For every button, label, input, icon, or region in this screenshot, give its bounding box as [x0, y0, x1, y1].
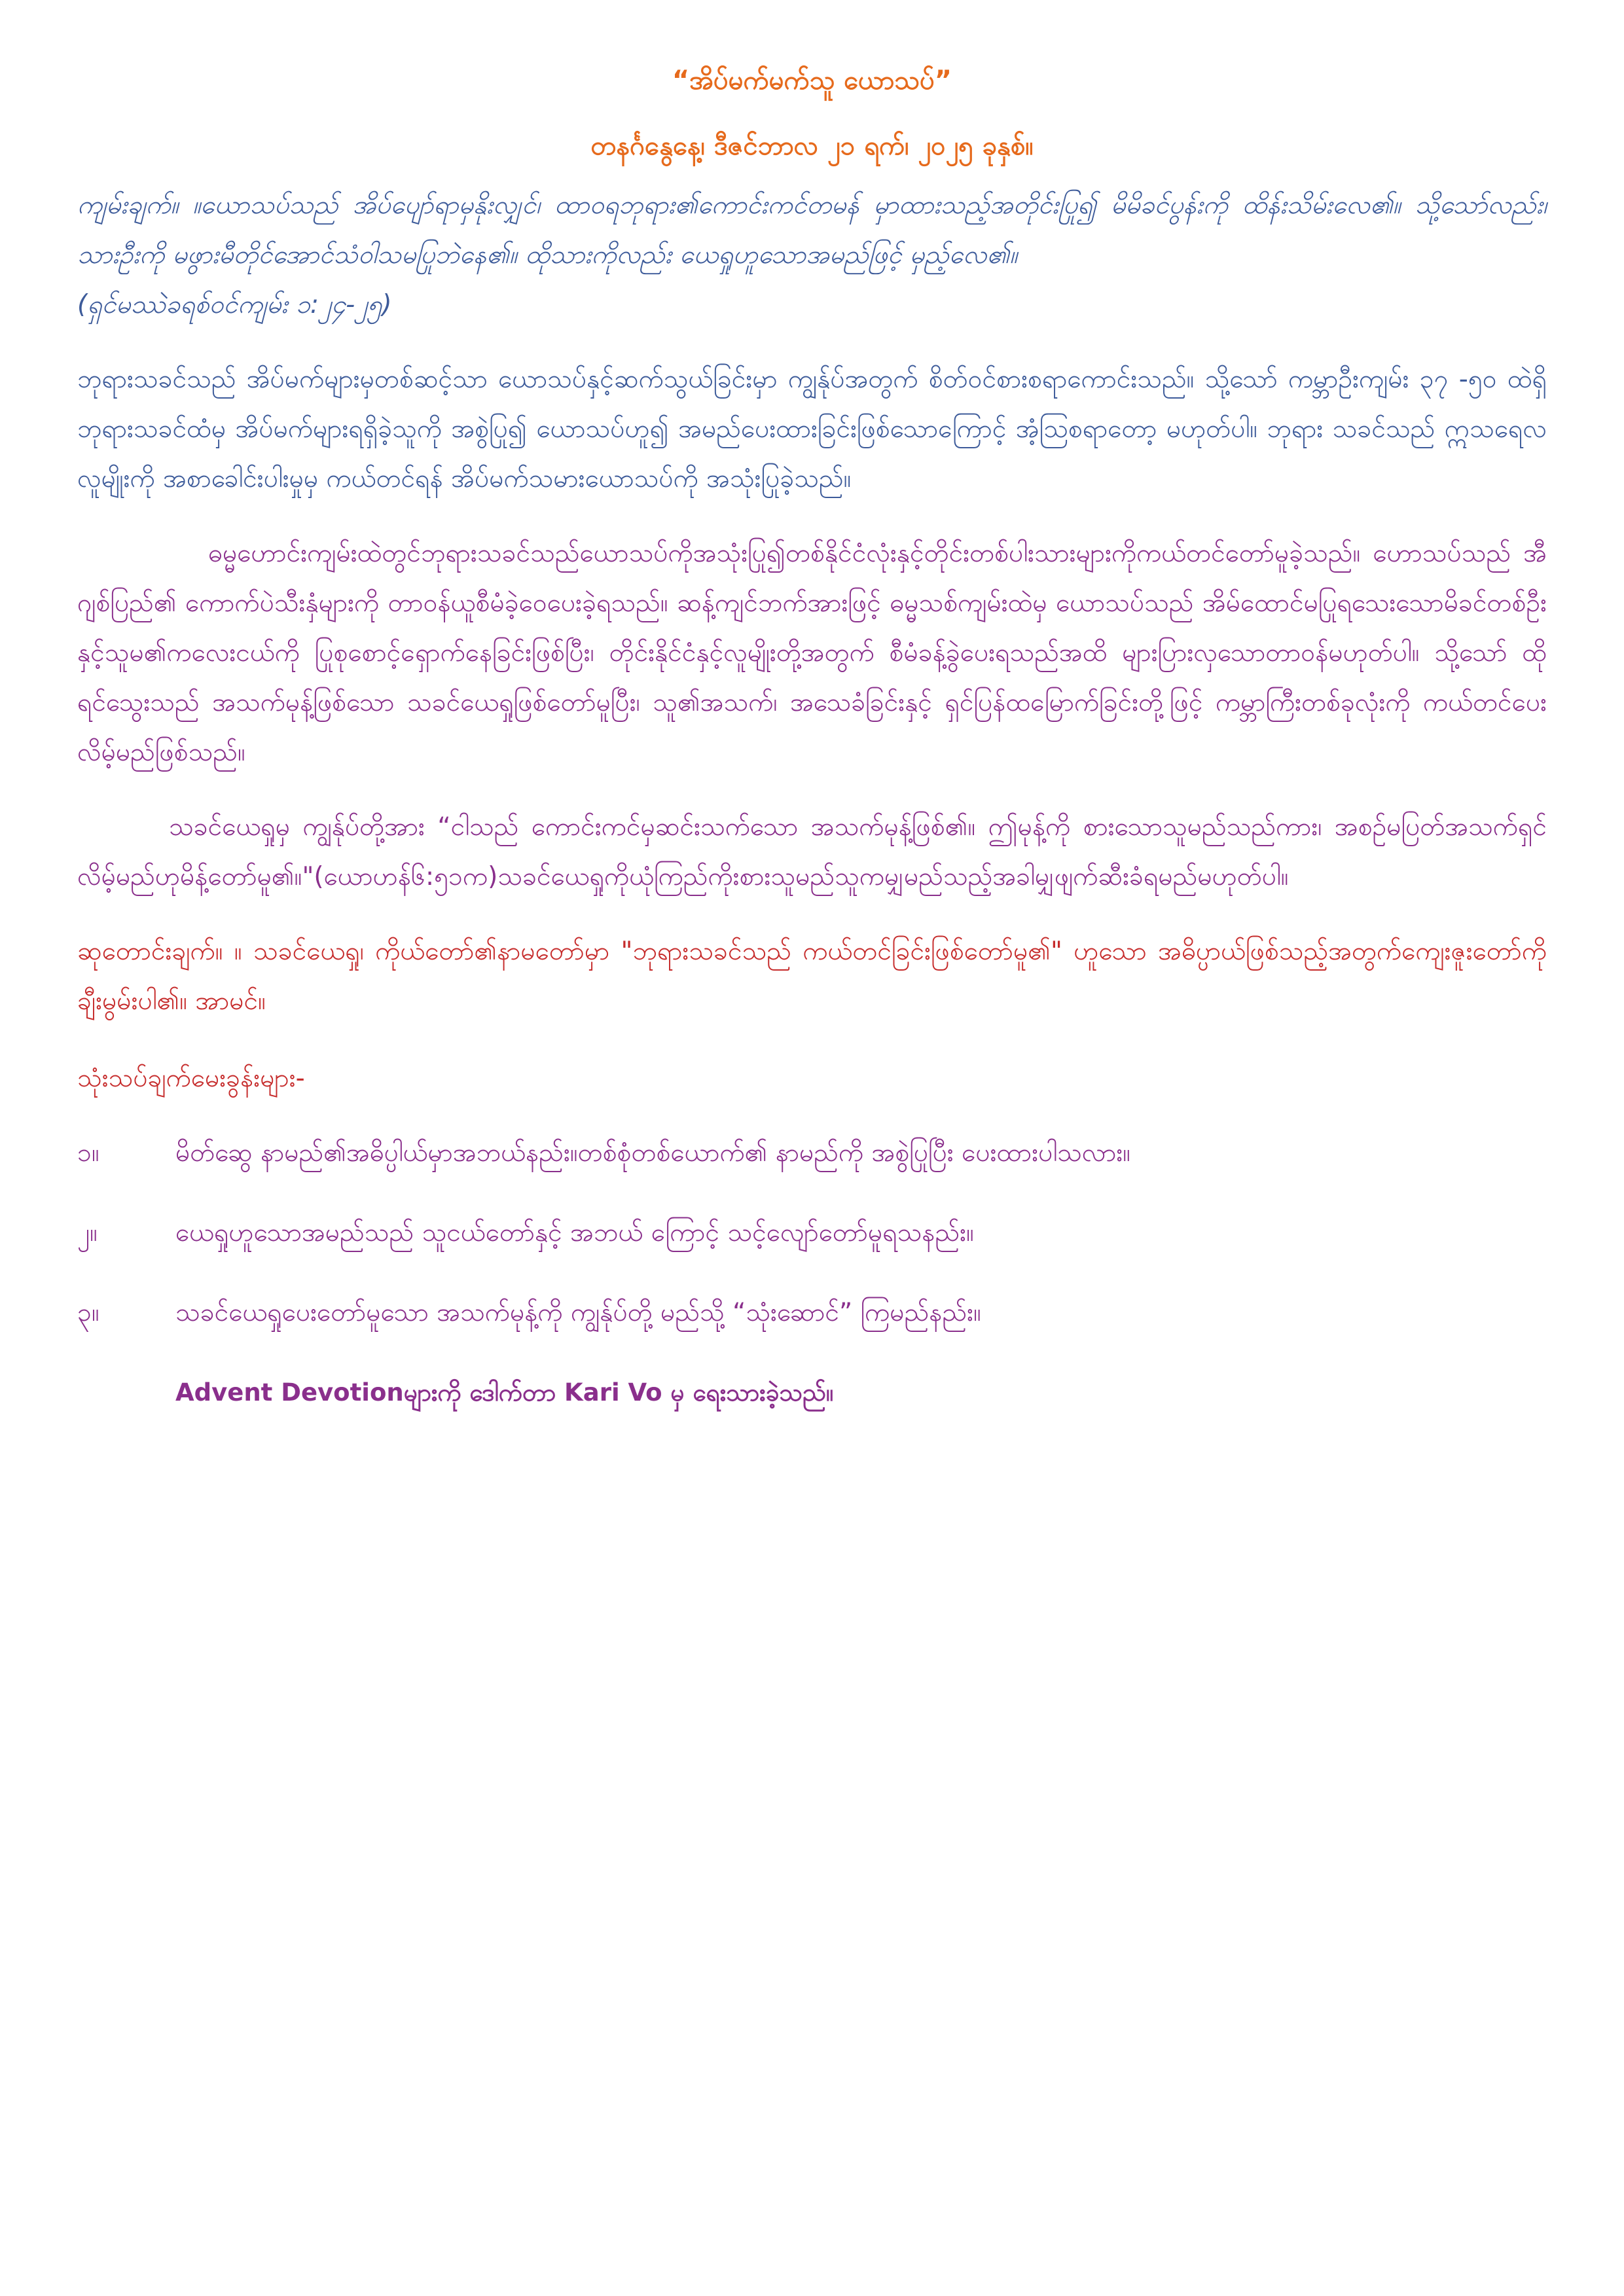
question-number: ၁။ — [77, 1138, 99, 1168]
paragraph-3: သခင်ယေရှုမှ ကျွန်ုပ်တို့အား “ငါသည် ကောင်းကင်မှဆင်းသက်သော အသက်မုန့်ဖြစ်၏။ ဤမုန့်ကို စားသောသူမည်သည်ကား၊ အစဉ်မပြတ်အသက်ရှင်လိမ့်မည်ဟုမိန့်တော်မူ၏။"(ယောဟန်၆:၅၁က)သခင်ယေရှုကိုယုံကြည်ကိုးစားသူမည်သူကမျှမည်သည့်အခါမျှဖျက်ဆီးခံရမည်မဟုတ်ပါ။ — [77, 812, 1547, 891]
page-title: “အိပ်မက်မက်သူ ယောသပ်” — [672, 65, 952, 96]
question-number: ၂။ — [77, 1218, 98, 1247]
author-credit: Advent Devotionများကို ဒေါက်တာ Kari Vo မှ ရေးသားခဲ့သည်။ — [175, 1378, 834, 1407]
question-item — [77, 1288, 1547, 1338]
scripture-reference: (ရှင်မဿဲခရစ်ဝင်ကျမ်း ၁:၂၄-၂၅) — [77, 290, 392, 319]
question-item — [77, 1128, 1547, 1178]
questions-heading: သုံးသပ်ချက်မေးခွန်းများ- — [77, 1064, 305, 1093]
paragraph-2: ဓမ္မဟောင်းကျမ်းထဲတွင်ဘုရားသခင်သည်ယောသပ်ကိုအသုံးပြု၍တစ်နိုင်ငံလုံးနှင့်တိုင်းတစ်ပါးသားများကိုကယ်တင်တော်မူခဲ့သည်။ ဟောသပ်သည် အီဂျစ်ပြည်၏ ကောက်ပဲသီးနှံများကို တာဝန်ယူစီမံခဲ့ဝေပေးခဲ့ရသည်။ ဆန့်ကျင်ဘက်အားဖြင့် ဓမ္မသစ်ကျမ်းထဲမှ ယောသပ်သည် အိမ်ထောင်မပြုရသေးသောမိခင်တစ်ဦးနှင့်သူမ၏ကလေးငယ်ကို ပြုစုစောင့်ရှောက်နေခြင်းဖြစ်ပြီး၊ တိုင်းနိုင်ငံနှင့်လူမျိုးတို့အတွက် စီမံခန့်ခွဲပေးရသည်အထိ များပြားလှသောတာဝန်မဟုတ်ပါ။ သို့သော် ထိုရင်သွေးသည် အသက်မုန့်ဖြစ်သော သခင်ယေရှုဖြစ်တော်မူပြီး၊ သူ၏အသက်၊ အသေခံခြင်းနှင့် ရှင်ပြန်ထမြောက်ခြင်းတို့ဖြင့် ကမ္ဘာကြီးတစ်ခုလုံးကို ကယ်တင်ပေးလိမ့်မည်ဖြစ်သည်။ — [77, 539, 1547, 767]
question-text: ယေရှုဟူသောအမည်သည် သူငယ်တော်နှင့် အဘယ် ကြောင့် သင့်လျော်တော်မူရသနည်း။ — [175, 1218, 974, 1247]
question-number: ၃။ — [77, 1298, 99, 1327]
prayer-paragraph: ဆုတောင်းချက်။ ။ သခင်ယေရှု၊ ကိုယ်တော်၏နာမတော်မှာ "ဘုရားသခင်သည် ကယ်တင်ခြင်းဖြစ်တော်မူ၏" ဟူသော အဓိပ္ပာယ်ဖြစ်သည့်အတွက်ကျေးဇူးတော်ကို ချီးမွမ်းပါ၏။ အာမင်။ — [77, 937, 1547, 1016]
scripture-verse: ကျမ်းချက်။ ။ယောသပ်သည် အိပ်ပျော်ရာမှနိုးလျှင်၊ ထာဝရဘုရား၏ကောင်းကင်တမန် မှာထားသည့်အတိုင်းပြု၍ မိမိခင်ပွန်းကို ထိန်းသိမ်းလေ၏။ သို့သော်လည်း၊ သားဦးကို မဖွားမီတိုင်အောင်သံဝါသမပြုဘဲနေ၏။ ထိုသားကိုလည်း ယေရှုဟူသောအမည်ဖြင့် မှည့်လေ၏။ — [77, 190, 1547, 270]
question-item — [77, 1208, 1547, 1258]
question-text: မိတ်ဆွေ နာမည်၏အဓိပ္ပါယ်မှာအဘယ်နည်း။တစ်စုံတစ်ယောက်၏ နာမည်ကို အစွဲပြုပြီး ပေးထားပါသလား။ — [175, 1138, 1131, 1168]
paragraph-1: ဘုရားသခင်သည် အိပ်မက်များမှတစ်ဆင့်သာ ယောသပ်နှင့်ဆက်သွယ်ခြင်းမှာ ကျွန်ုပ်အတွက် စိတ်ဝင်စားစရာကောင်းသည်။ သို့သော် ကမ္ဘာဦးကျမ်း ၃၇ -၅၀ ထဲရှိ ဘုရားသခင်ထံမှ အိပ်မက်များရရှိခဲ့သူကို အစွဲပြု၍ ယောသပ်ဟူ၍ အမည်ပေးထားခြင်းဖြစ်သောကြောင့် အံ့သြစရာတော့ မဟုတ်ပါ။ ဘုရား သခင်သည် ဣသရေလလူမျိုးကို အစာခေါင်းပါးမှုမှ ကယ်တင်ရန် အိပ်မက်သမားယောသပ်ကို အသုံးပြုခဲ့သည်။ — [77, 365, 1547, 493]
date-line: တနင်္ဂနွေနေ့၊ ဒီဇင်ဘာလ ၂၁ ရက်၊ ၂၀၂၅ ခုနှစ်။ — [590, 131, 1034, 161]
questions-list — [77, 1128, 1547, 1338]
question-text: သခင်ယေရှုပေးတော်မူသော အသက်မုန့်ကို ကျွန်ုပ်တို့ မည်သို့ “သုံးဆောင်” ကြမည်နည်း။ — [175, 1298, 981, 1327]
